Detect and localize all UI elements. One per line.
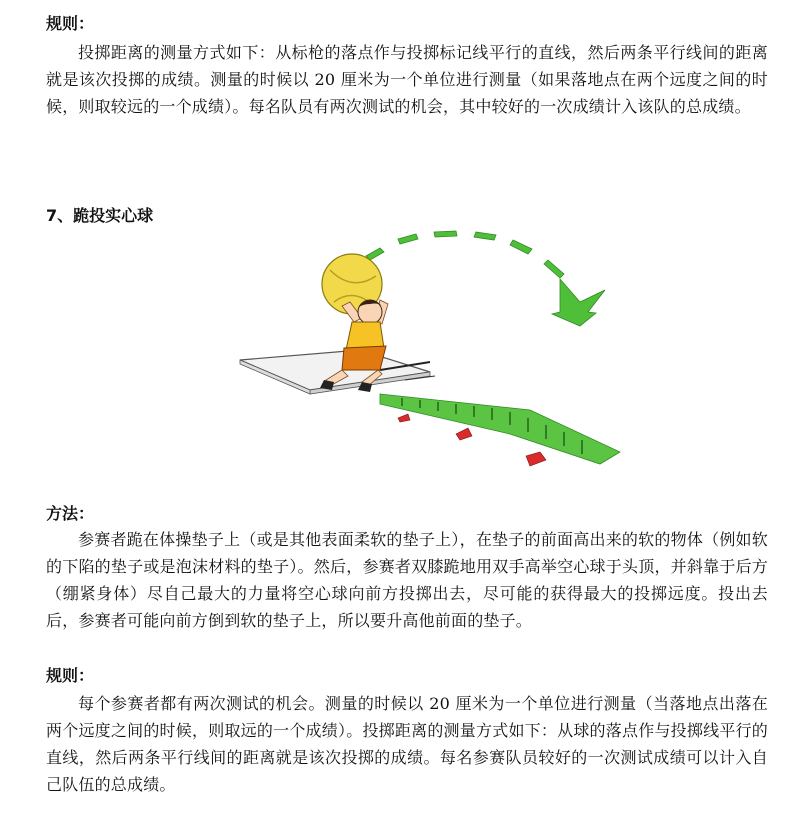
method-paragraph: 参赛者跪在体操垫子上（或是其他表面柔软的垫子上），在垫子的前面高出来的软的物体（例如软的下陷的垫子或是泡沫材料的垫子）。然后，参赛者双膝跪地用双手高举空心球于头顶，并斜靠于后方（绷紧身体）尽自己最大的力量将空心球向前方投掷出去，尽可能的获得最大的投掷远度。投出去后，参赛者可能向前方倒到软的垫子上，所以要升高他前面的垫子。 <box>46 530 768 630</box>
section-7-title: 7、跪投实心球 <box>46 206 154 225</box>
rules-heading-1: 规则： <box>46 14 95 33</box>
method-heading: 方法： <box>46 504 95 523</box>
mat-icon <box>240 350 435 394</box>
kneeling-throw-illustration <box>230 222 630 480</box>
rules-paragraph-2: 每个参赛者都有两次测试的机会。测量的时候以 20 厘米为一个单位进行测量（当落地点出落在两个远度之间的时候，则取远的一个成绩）。投掷距离的测量方式如下：从球的落点作与投掷线平行的直线，然后两条平行线间的距离就是该次投掷的成绩。每名参赛队员较好的一次测试成绩可以计入自己队伍的总成绩。 <box>46 694 768 794</box>
measurement-strip-icon <box>380 394 620 464</box>
rules-paragraph-1: 投掷距离的测量方式如下：从标枪的落点作与投掷标记线平行的直线，然后两条平行线间的距离就是该次投掷的成绩。测量的时候以 20 厘米为一个单位进行测量（如果落地点在两个远度之间的时候，则取较远的一个成绩）。每名队员有两次测试的机会，其中较好的一次成绩计入该队的总成绩。 <box>46 43 768 116</box>
trajectory-arrow-icon <box>366 231 605 326</box>
rules-heading-2: 规则： <box>46 666 95 685</box>
